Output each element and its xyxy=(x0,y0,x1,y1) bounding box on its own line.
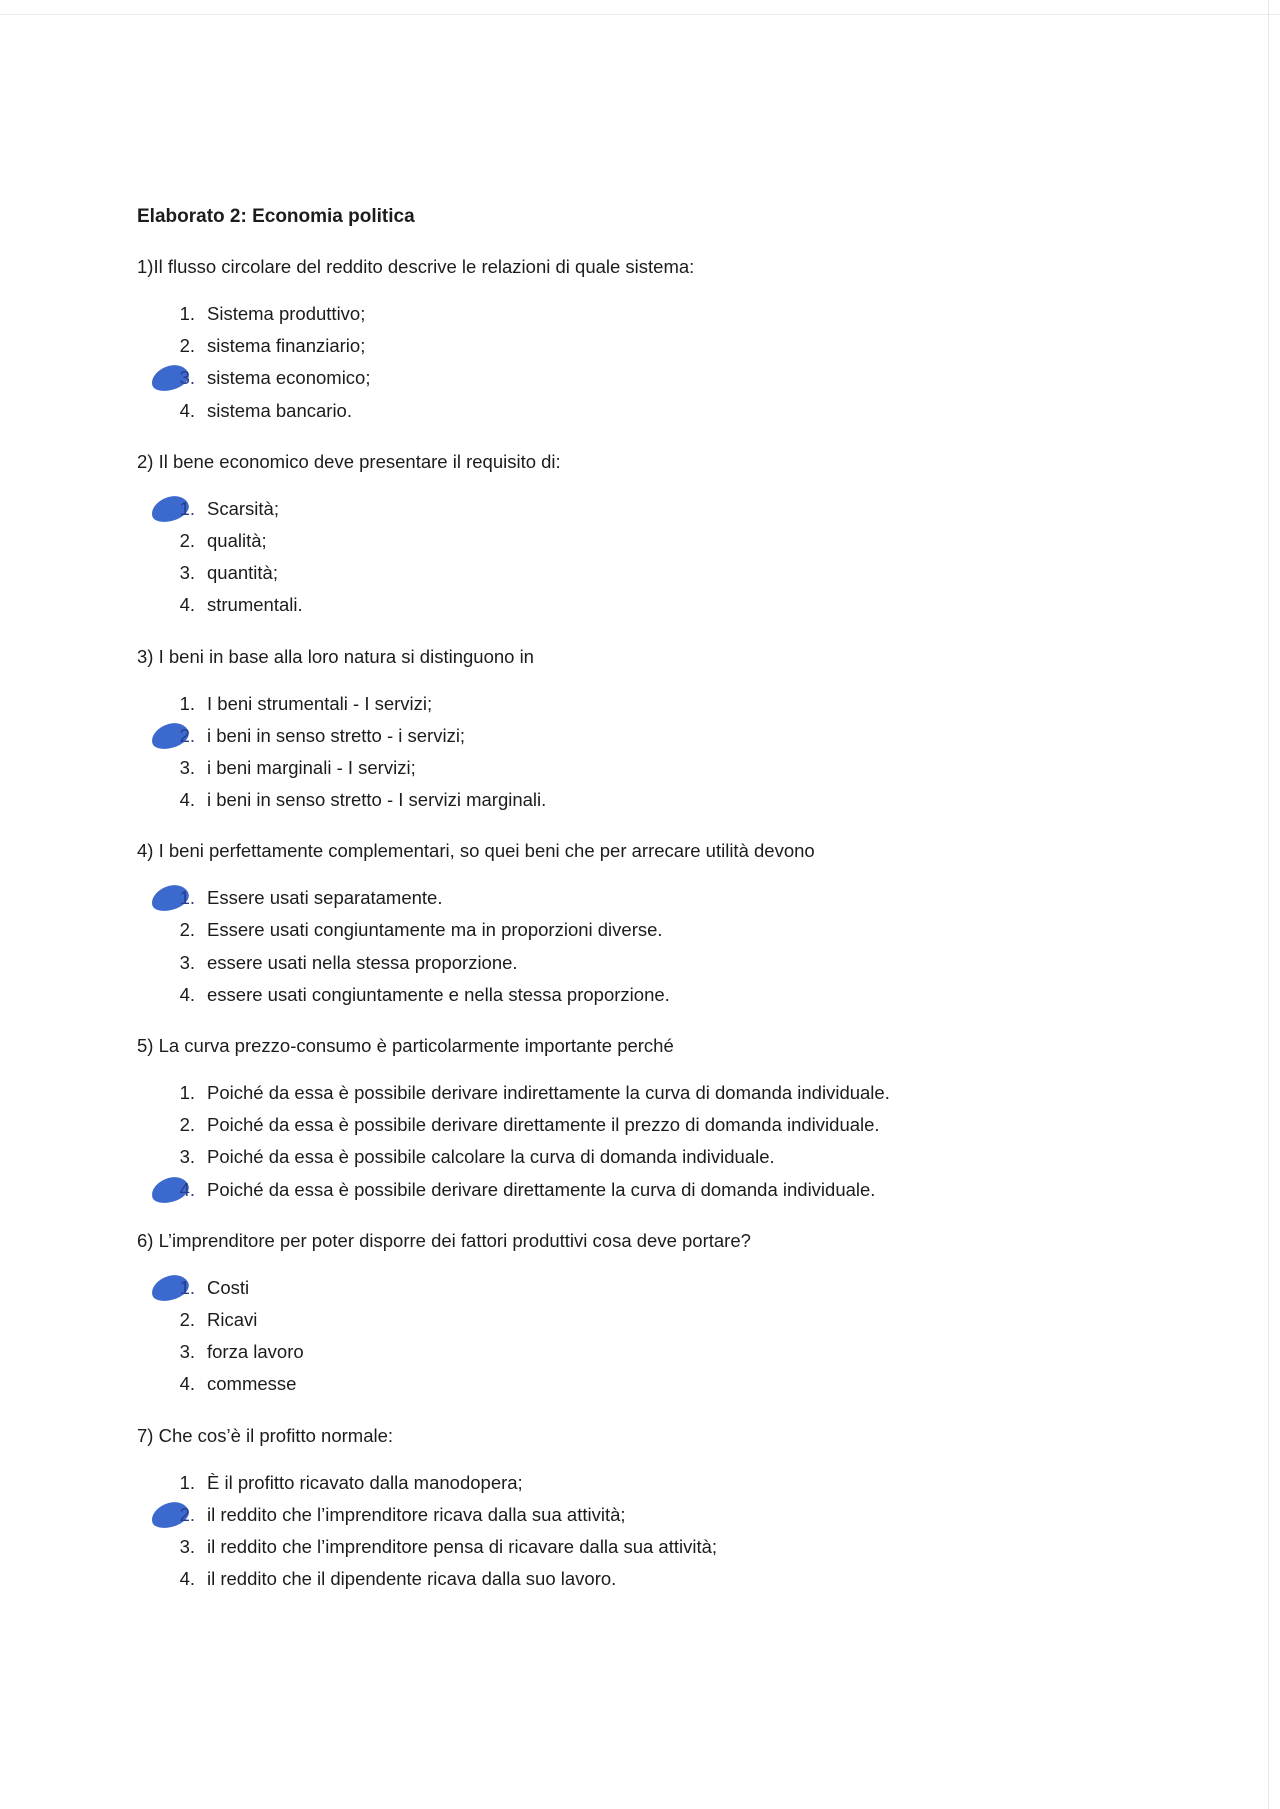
option-list xyxy=(137,688,1237,817)
option-item xyxy=(137,979,1237,1011)
option-list xyxy=(137,298,1237,427)
option-item xyxy=(137,1109,1237,1141)
option-text: i beni in senso stretto - i servizi; xyxy=(207,724,466,746)
document-content xyxy=(137,204,1237,1617)
option-item xyxy=(137,330,1237,362)
page-right-edge xyxy=(1268,0,1269,1809)
option-item xyxy=(137,720,1237,752)
option-number: 1. xyxy=(179,1471,195,1493)
question-2 xyxy=(137,449,1237,622)
option-number: 3. xyxy=(179,951,195,973)
option-item xyxy=(137,1467,1237,1499)
option-number: 3. xyxy=(179,1146,195,1168)
option-item xyxy=(137,1563,1237,1595)
option-item xyxy=(137,493,1237,525)
option-item xyxy=(137,752,1237,784)
option-text: quantità; xyxy=(207,562,278,584)
option-item xyxy=(137,1336,1237,1368)
option-text: essere usati nella stessa proporzione. xyxy=(207,951,518,973)
option-text: Costi xyxy=(207,1276,250,1298)
option-number: 2. xyxy=(179,919,195,941)
question-text: 2) Il bene economico deve presentare il requisito di: xyxy=(137,450,561,472)
option-number: 2. xyxy=(179,724,195,746)
option-number: 4. xyxy=(179,789,195,811)
option-item xyxy=(137,1368,1237,1400)
question-text: 7) Che cos’è il profitto normale: xyxy=(137,1424,394,1446)
option-item xyxy=(137,1272,1237,1304)
option-text: i beni marginali - I servizi; xyxy=(207,756,416,778)
question-text: 5) La curva prezzo-consumo è particolarmente importante perché xyxy=(137,1035,674,1056)
question-3 xyxy=(137,644,1237,817)
question-text: 6) L’imprenditore per poter disporre dei fattori produttivi cosa deve portare? xyxy=(137,1229,751,1251)
option-number: 2. xyxy=(179,1114,195,1136)
option-number: 4. xyxy=(179,1373,195,1395)
option-number: 1. xyxy=(179,303,195,324)
option-item xyxy=(137,557,1237,589)
option-text: il reddito che l’imprenditore pensa di ricavare dalla sua attività; xyxy=(207,1535,718,1557)
option-item xyxy=(137,882,1237,914)
option-text: Sistema produttivo; xyxy=(207,303,366,324)
option-number: 4. xyxy=(179,1178,195,1200)
option-item xyxy=(137,395,1237,427)
option-text: I beni strumentali - I servizi; xyxy=(207,692,433,714)
option-text: strumentali. xyxy=(207,594,303,616)
option-number: 4. xyxy=(179,594,195,616)
option-number: 2. xyxy=(179,335,195,357)
option-number: 2. xyxy=(179,529,195,551)
question-1 xyxy=(137,254,1237,427)
question-list xyxy=(137,254,1237,1595)
page-top-edge xyxy=(0,14,1280,15)
option-text: Poiché da essa è possibile derivare indirettamente la curva di domanda individuale. xyxy=(207,1082,890,1103)
option-text: È il profitto ricavato dalla manodopera; xyxy=(207,1471,523,1493)
option-number: 2. xyxy=(179,1503,195,1525)
option-list xyxy=(137,1467,1237,1596)
option-item xyxy=(137,1531,1237,1563)
option-text: qualità; xyxy=(207,529,267,551)
option-text: il reddito che il dipendente ricava dalla suo lavoro. xyxy=(207,1568,617,1590)
option-item xyxy=(137,784,1237,816)
option-list xyxy=(137,493,1237,622)
option-item xyxy=(137,1174,1237,1206)
option-text: Essere usati separatamente. xyxy=(207,887,443,909)
option-number: 4. xyxy=(179,399,195,421)
option-text: Ricavi xyxy=(207,1308,258,1330)
option-text: Poiché da essa è possibile calcolare la curva di domanda individuale. xyxy=(207,1146,775,1168)
option-item xyxy=(137,589,1237,621)
option-item xyxy=(137,362,1237,394)
question-4 xyxy=(137,838,1237,1011)
option-item xyxy=(137,1141,1237,1173)
option-text: Poiché da essa è possibile derivare direttamente il prezzo di domanda individuale. xyxy=(207,1114,880,1136)
option-number: 4. xyxy=(179,983,195,1005)
question-text: 1)Il flusso circolare del reddito descrive le relazioni di quale sistema: xyxy=(137,256,695,277)
option-number: 1. xyxy=(179,1082,195,1103)
option-item xyxy=(137,1304,1237,1336)
option-item xyxy=(137,525,1237,557)
option-number: 1. xyxy=(179,1276,195,1298)
option-number: 3. xyxy=(179,1535,195,1557)
option-number: 2. xyxy=(179,1308,195,1330)
option-text: sistema economico; xyxy=(207,367,371,389)
option-list xyxy=(137,1272,1237,1401)
option-number: 1. xyxy=(179,692,195,714)
option-item xyxy=(137,914,1237,946)
question-text: 3) I beni in base alla loro natura si distinguono in xyxy=(137,645,534,667)
option-item xyxy=(137,1499,1237,1531)
question-6 xyxy=(137,1228,1237,1401)
option-list xyxy=(137,882,1237,1011)
option-text: sistema bancario. xyxy=(207,399,352,421)
option-item xyxy=(137,298,1237,330)
option-number: 4. xyxy=(179,1568,195,1590)
document-title: Elaborato 2: Economia politica xyxy=(137,206,415,227)
option-text: Scarsità; xyxy=(207,497,279,519)
question-5 xyxy=(137,1033,1237,1206)
option-text: Essere usati congiuntamente ma in proporzioni diverse. xyxy=(207,919,663,941)
option-item xyxy=(137,688,1237,720)
option-number: 1. xyxy=(179,497,195,519)
option-text: forza lavoro xyxy=(207,1341,304,1363)
option-text: Poiché da essa è possibile derivare direttamente la curva di domanda individuale. xyxy=(207,1178,876,1200)
option-list xyxy=(137,1077,1237,1206)
option-text: essere usati congiuntamente e nella stessa proporzione. xyxy=(207,983,670,1005)
option-number: 3. xyxy=(179,367,195,389)
option-item xyxy=(137,1077,1237,1109)
option-number: 3. xyxy=(179,562,195,584)
option-text: il reddito che l’imprenditore ricava dalla sua attività; xyxy=(207,1503,626,1525)
option-text: i beni in senso stretto - I servizi marginali. xyxy=(207,789,547,811)
question-text: 4) I beni perfettamente complementari, so quei beni che per arrecare utilità devono xyxy=(137,840,815,862)
option-number: 3. xyxy=(179,756,195,778)
option-number: 1. xyxy=(179,887,195,909)
option-item xyxy=(137,947,1237,979)
option-number: 3. xyxy=(179,1341,195,1363)
option-text: commesse xyxy=(207,1373,297,1395)
option-text: sistema finanziario; xyxy=(207,335,366,357)
question-7 xyxy=(137,1423,1237,1596)
